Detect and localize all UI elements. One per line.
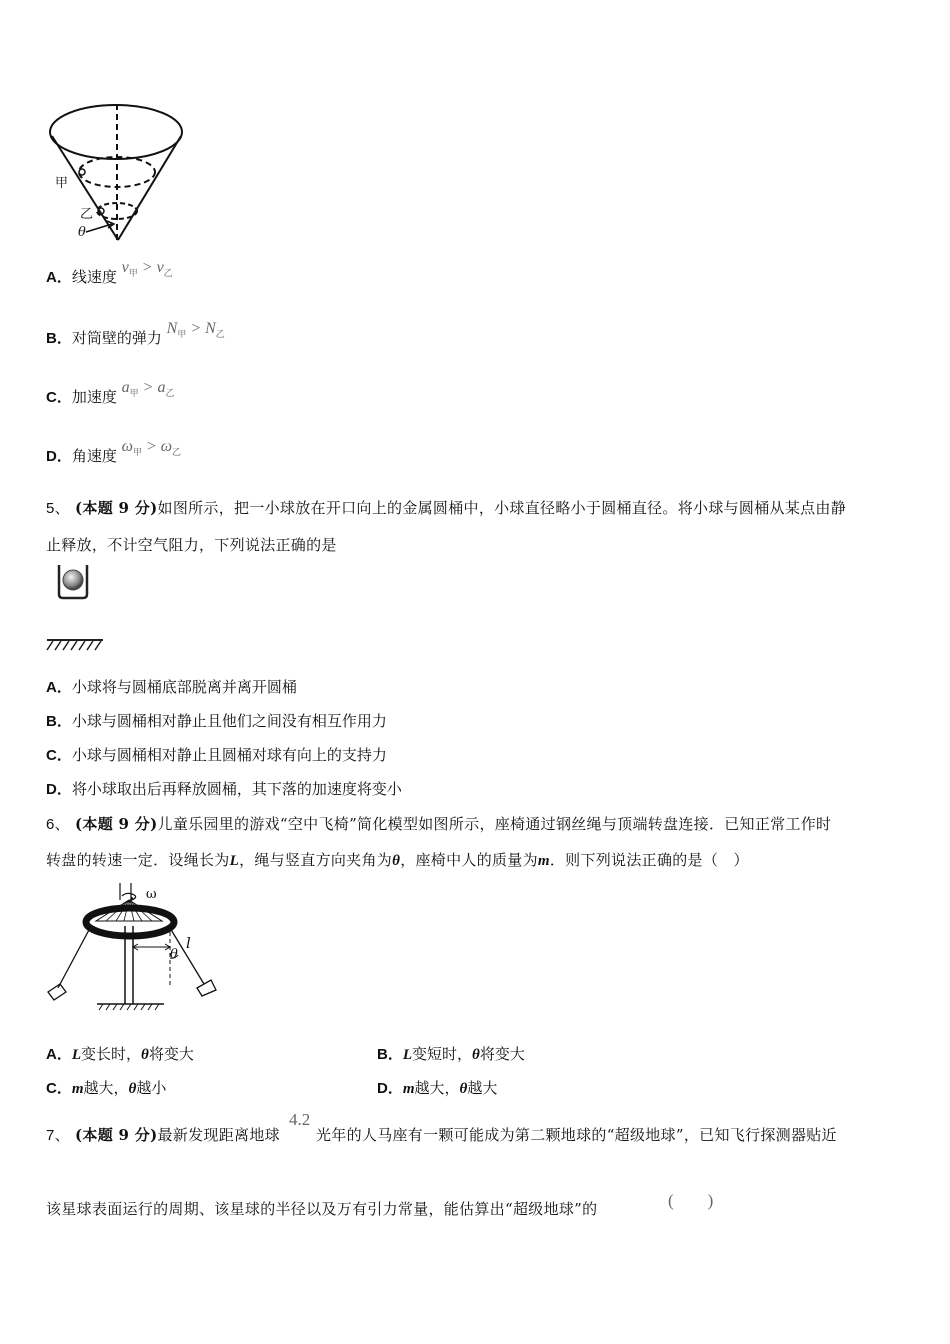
bucket-ball-figure [44, 562, 114, 657]
option-math: $N_甲 > N_乙$ [166, 320, 225, 340]
option-text: 角速度 [71, 447, 117, 465]
cone-label-theta: θ [78, 225, 86, 240]
option-text: 线速度 [71, 268, 117, 286]
option-math: $\omega_甲 > \omega_乙$ [121, 438, 182, 458]
q7-answer-blank: ( ) [668, 1191, 714, 1210]
q5-option-a[interactable]: A．小球将与圆桶底部脱离并离开圆桶 [46, 678, 297, 696]
chair-label-theta: θ [170, 947, 178, 962]
question-number: 5、 [46, 500, 70, 517]
q5-stem-line1 [46, 497, 846, 518]
flying-chair-figure [44, 880, 224, 1015]
q6-option-b[interactable]: B．L变短时，θ将变大 [377, 1045, 525, 1063]
cone-label-yi: 乙 [80, 207, 94, 222]
option-letter: C． [46, 389, 72, 406]
option-text: 加速度 [71, 388, 117, 406]
q4-option-d[interactable] [46, 438, 182, 468]
q6-option-d[interactable]: D．m越大，θ越大 [377, 1079, 498, 1097]
chair-label-l: l [186, 934, 191, 952]
option-letter: D． [46, 448, 72, 465]
question-number: 6、 [46, 816, 70, 833]
q6-option-a[interactable]: A．L变长时，θ将变大 [46, 1045, 194, 1063]
q7-stem-line1: 7、 (本题 9 分)最新发现距离地球 [46, 1126, 280, 1144]
question-score: (本题 9 分) [75, 1126, 158, 1144]
q5-option-b[interactable]: B．小球与圆桶相对静止且他们之间没有相互作用力 [46, 712, 387, 730]
q5-stem-line2: 止释放，不计空气阻力，下列说法正确的是 [46, 536, 337, 554]
question-score: (本题 9 分) [75, 815, 158, 833]
q4-option-a[interactable] [46, 259, 173, 289]
q5-option-c[interactable]: C．小球与圆桶相对静止且圆桶对球有向上的支持力 [46, 746, 387, 764]
q4-option-b[interactable] [46, 320, 225, 350]
q7-stem-line1-cont: 光年的人马座有一颗可能成为第二颗地球的“超级地球”，已知飞行探测器贴近 [316, 1126, 837, 1144]
chair-label-omega: ω [146, 887, 157, 902]
q6-stem-line1 [46, 813, 831, 834]
question-number: 7、 [46, 1127, 70, 1144]
option-text: 对筒壁的弹力 [71, 329, 162, 347]
cone-label-jia: 甲 [55, 176, 69, 191]
option-math: $v_甲 > v_乙$ [121, 259, 173, 279]
question-score: (本题 9 分) [75, 499, 158, 517]
q7-distance-value: 4.2 [289, 1110, 311, 1129]
option-letter: B． [46, 330, 72, 347]
q7-stem-line2: 该星球表面运行的周期、该星球的半径以及万有引力常量，能估算出“超级地球”的 [46, 1200, 598, 1218]
option-math: $a_甲 > a_乙$ [121, 379, 175, 399]
option-letter: A． [46, 269, 72, 286]
q6-option-c[interactable]: C．m越大，θ越小 [46, 1079, 167, 1097]
question-text: 儿童乐园里的游戏“空中飞椅”简化模型如图所示，座椅通过钢丝绳与顶端转盘连接．已知正常工作时 [157, 815, 832, 833]
q6-stem-line2: 转盘的转速一定．设绳长为L，绳与竖直方向夹角为θ，座椅中人的质量为m．则下列说法正确的是（ ） [46, 851, 749, 869]
q5-option-d[interactable]: D．将小球取出后再释放圆桶，其下落的加速度将变小 [46, 780, 402, 798]
q4-option-c[interactable] [46, 379, 175, 409]
question-text: 如图所示，把一小球放在开口向上的金属圆桶中，小球直径略小于圆桶直径。将小球与圆桶从某点由静 [157, 499, 847, 517]
